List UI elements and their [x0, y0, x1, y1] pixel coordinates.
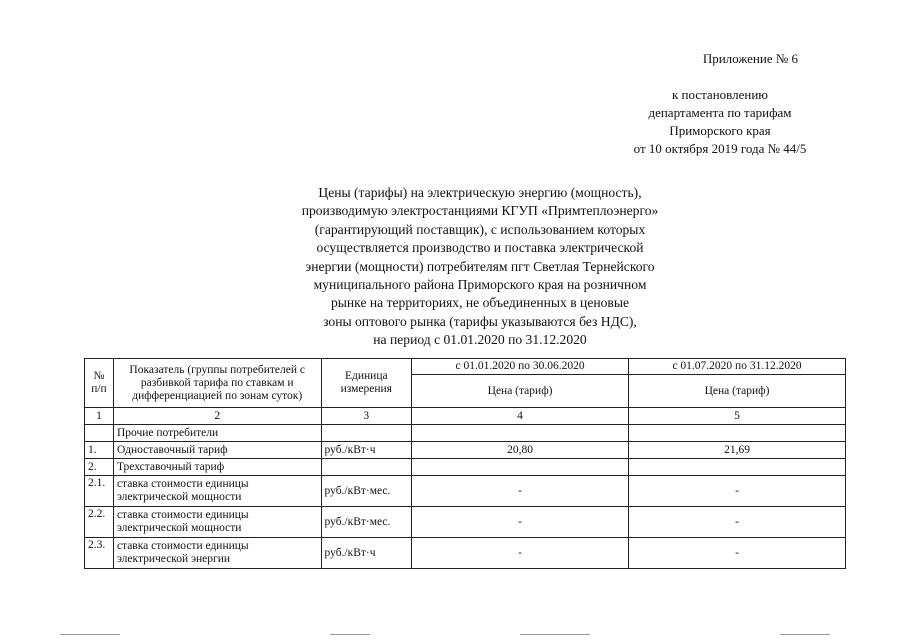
row-name: ставка стоимости единицы электрической мощности — [113, 476, 321, 507]
appendix-line: от 10 октября 2019 года № 44/5 — [633, 141, 807, 156]
row-price-1 — [412, 459, 629, 476]
empty-cell — [412, 425, 629, 442]
scan-mark — [60, 634, 120, 635]
appendix-line: к постановлению — [671, 87, 769, 102]
col-number: 5 — [629, 408, 846, 425]
row-price-2: - — [629, 538, 846, 569]
appendix-number: Приложение № 6 — [702, 51, 798, 66]
row-unit: руб./кВт·мес. — [321, 507, 412, 538]
group-row — [85, 425, 846, 442]
header-num: № п/п — [85, 359, 114, 408]
title-line: рынке на территориях, не объединенных в ценовые — [330, 295, 630, 311]
document-title — [230, 184, 730, 350]
scan-edge-marks — [0, 634, 905, 636]
table-row — [85, 476, 846, 507]
title-line: на период с 01.01.2020 по 31.12.2020 — [373, 332, 587, 348]
appendix-line: Приморского края — [669, 123, 771, 138]
title-line: зоны оптового рынка (тарифы указываются без НДС), — [323, 313, 637, 329]
title-line: производимую электростанциями КГУП «Примтеплоэнерго» — [301, 203, 659, 219]
row-num: 2.1. — [85, 476, 114, 507]
title-line: осуществляется производство и поставка электрической — [316, 240, 644, 256]
row-price-1: - — [412, 507, 629, 538]
row-unit: руб./кВт·мес. — [321, 476, 412, 507]
row-num: 2.2. — [85, 507, 114, 538]
header-unit: Единица измерения — [321, 359, 412, 408]
col-number: 2 — [113, 408, 321, 425]
col-number: 4 — [412, 408, 629, 425]
empty-cell — [629, 425, 846, 442]
row-price-2 — [629, 459, 846, 476]
row-price-2: - — [629, 507, 846, 538]
col-number: 1 — [85, 408, 114, 425]
empty-cell — [85, 425, 114, 442]
table-row — [85, 538, 846, 569]
row-num: 2. — [85, 459, 114, 476]
row-unit: руб./кВт·ч — [321, 442, 412, 459]
row-name: ставка стоимости единицы электрической энергии — [113, 538, 321, 569]
col-number: 3 — [321, 408, 412, 425]
row-num: 1. — [85, 442, 114, 459]
header-indicator: Показатель (группы потребителей с разбивкой тарифа по ставкам и дифференциацией по зонам суток) — [113, 359, 321, 408]
column-number-row — [85, 408, 846, 425]
row-name: Одноставочный тариф — [113, 442, 321, 459]
table-row — [85, 507, 846, 538]
row-unit — [321, 459, 412, 476]
scan-mark — [330, 634, 370, 635]
scan-mark — [780, 634, 830, 635]
row-price-2: - — [629, 476, 846, 507]
header-period-2: с 01.07.2020 по 31.12.2020 — [629, 359, 846, 375]
empty-cell — [321, 425, 412, 442]
group-label: Прочие потребители — [113, 425, 321, 442]
table-row — [85, 459, 846, 476]
table-row — [85, 442, 846, 459]
row-name: Трехставочный тариф — [113, 459, 321, 476]
row-unit: руб./кВт·ч — [321, 538, 412, 569]
header-price-1: Цена (тариф) — [412, 375, 629, 408]
header-price-2: Цена (тариф) — [629, 375, 846, 408]
row-price-1: - — [412, 538, 629, 569]
row-num: 2.3. — [85, 538, 114, 569]
appendix-header — [560, 50, 840, 158]
table-header-row — [85, 359, 846, 375]
title-line: (гарантирующий поставщик), с использованием которых — [314, 221, 646, 237]
title-line: муниципального района Приморского края на розничном — [313, 277, 647, 293]
appendix-line: департамента по тарифам — [648, 105, 792, 120]
row-price-1: - — [412, 476, 629, 507]
row-name: ставка стоимости единицы электрической мощности — [113, 507, 321, 538]
row-price-2: 21,69 — [629, 442, 846, 459]
row-price-1: 20,80 — [412, 442, 629, 459]
scan-mark — [520, 634, 590, 635]
header-period-1: с 01.01.2020 по 30.06.2020 — [412, 359, 629, 375]
title-line: энергии (мощности) потребителям пгт Светлая Тернейского — [305, 258, 655, 274]
title-line: Цены (тарифы) на электрическую энергию (мощность), — [318, 185, 642, 200]
tariff-table — [84, 358, 846, 569]
